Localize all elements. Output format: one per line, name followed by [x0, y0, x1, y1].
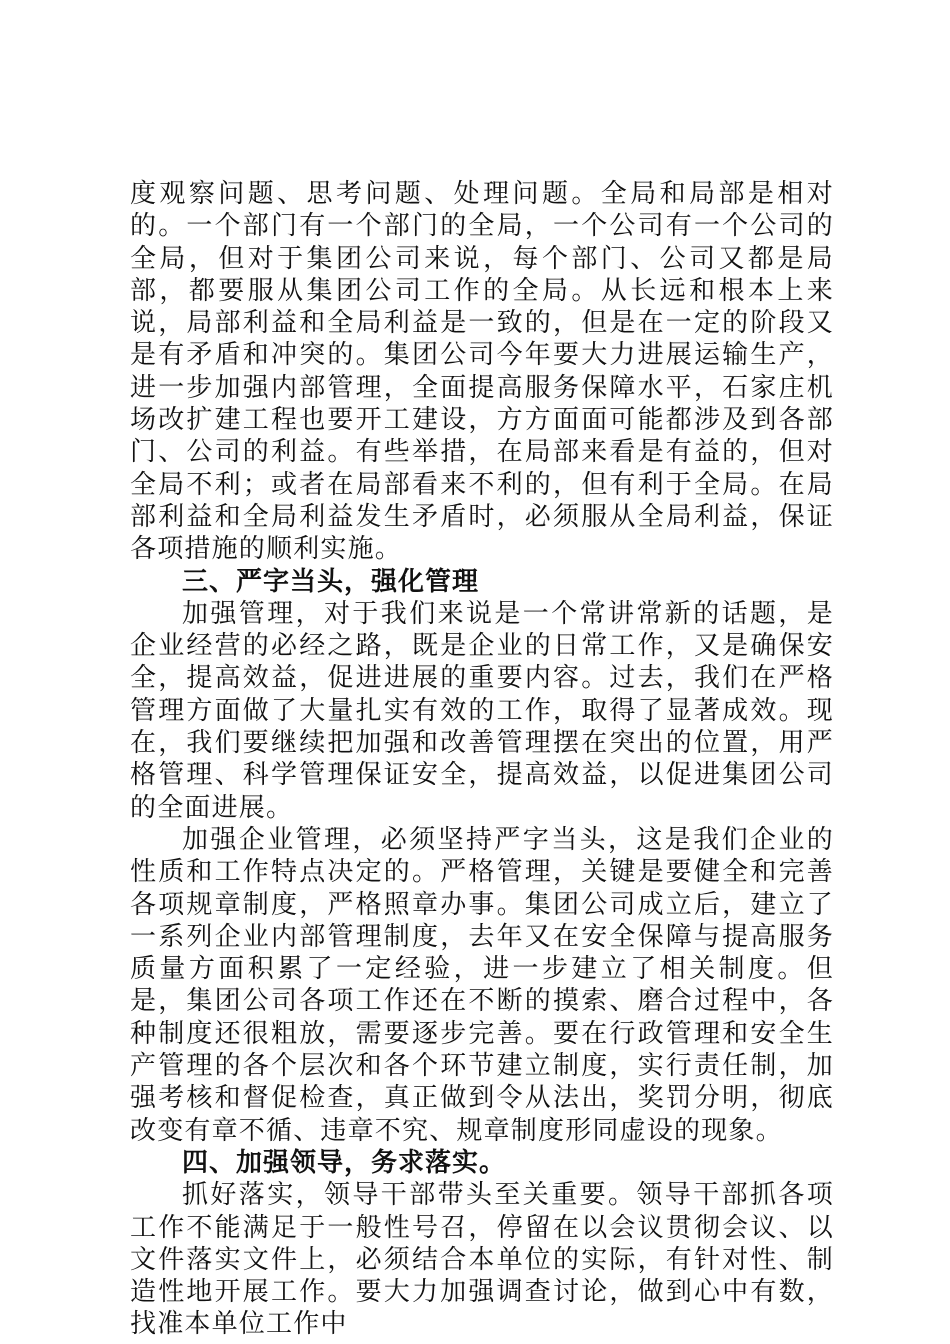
- document-body: [130, 178, 834, 1341]
- section-heading-4: 四、加强领导，务求落实。: [182, 1147, 507, 1178]
- section-heading-3: 三、严字当头，强化管理: [182, 566, 480, 597]
- body-paragraph-continued: 度观察问题、思考问题、处理问题。全局和局部是相对的。一个部门有一个部门的全局，一个公司有一个公司的全局，但对于集团公司来说，每个部门、公司又都是局部，都要服从集团公司工作的全局。从长远和根本上来说，局部利益和全局利益是一致的，但是在一定的阶段又是有矛盾和冲突的。集团公司今年要大力进展运输生产，进一步加强内部管理，全面提高服务保障水平，石家庄机场改扩建工程也要开工建设，方方面面可能都涉及到各部门、公司的利益。有些举措，在局部来看是有益的，但对全局不利；或者在局部看来不利的，但有利于全局。在局部利益和全局利益发生矛盾时，必须服从全局利益，保证各项措施的顺利实施。: [130, 179, 834, 565]
- body-paragraph: 抓好落实，领导干部带头至关重要。领导干部抓各项工作不能满足于一般性号召，停留在以会议贯彻会议、以文件落实文件上，必须结合本单位的实际，有针对性、制造性地开展工作。要大力加强调查讨论，做到心中有数，找准本单位工作中: [130, 1180, 834, 1340]
- body-paragraph: 加强管理，对于我们来说是一个常讲常新的话题，是企业经营的必经之路，既是企业的日常工作，又是确保安全，提高效益，促进进展的重要内容。过去，我们在严格管理方面做了大量扎实有效的工作，取得了显著成效。现在，我们要继续把加强和改善管理摆在突出的位置，用严格管理、科学管理保证安全，提高效益，以促进集团公司的全面进展。: [130, 598, 834, 823]
- body-paragraph: 加强企业管理，必须坚持严字当头，这是我们企业的性质和工作特点决定的。严格管理，关键是要健全和完善各项规章制度，严格照章办事。集团公司成立后，建立了一系列企业内部管理制度，去年又在安全保障与提高服务质量方面积累了一定经验，进一步建立了相关制度。但是，集团公司各项工作还在不断的摸索、磨合过程中，各种制度还很粗放，需要逐步完善。要在行政管理和安全生产管理的各个层次和各个环节建立制度，实行责任制，加强考核和督促检查，真正做到令从法出，奖罚分明，彻底改变有章不循、违章不究、规章制度形同虚设的现象。: [130, 824, 834, 1146]
